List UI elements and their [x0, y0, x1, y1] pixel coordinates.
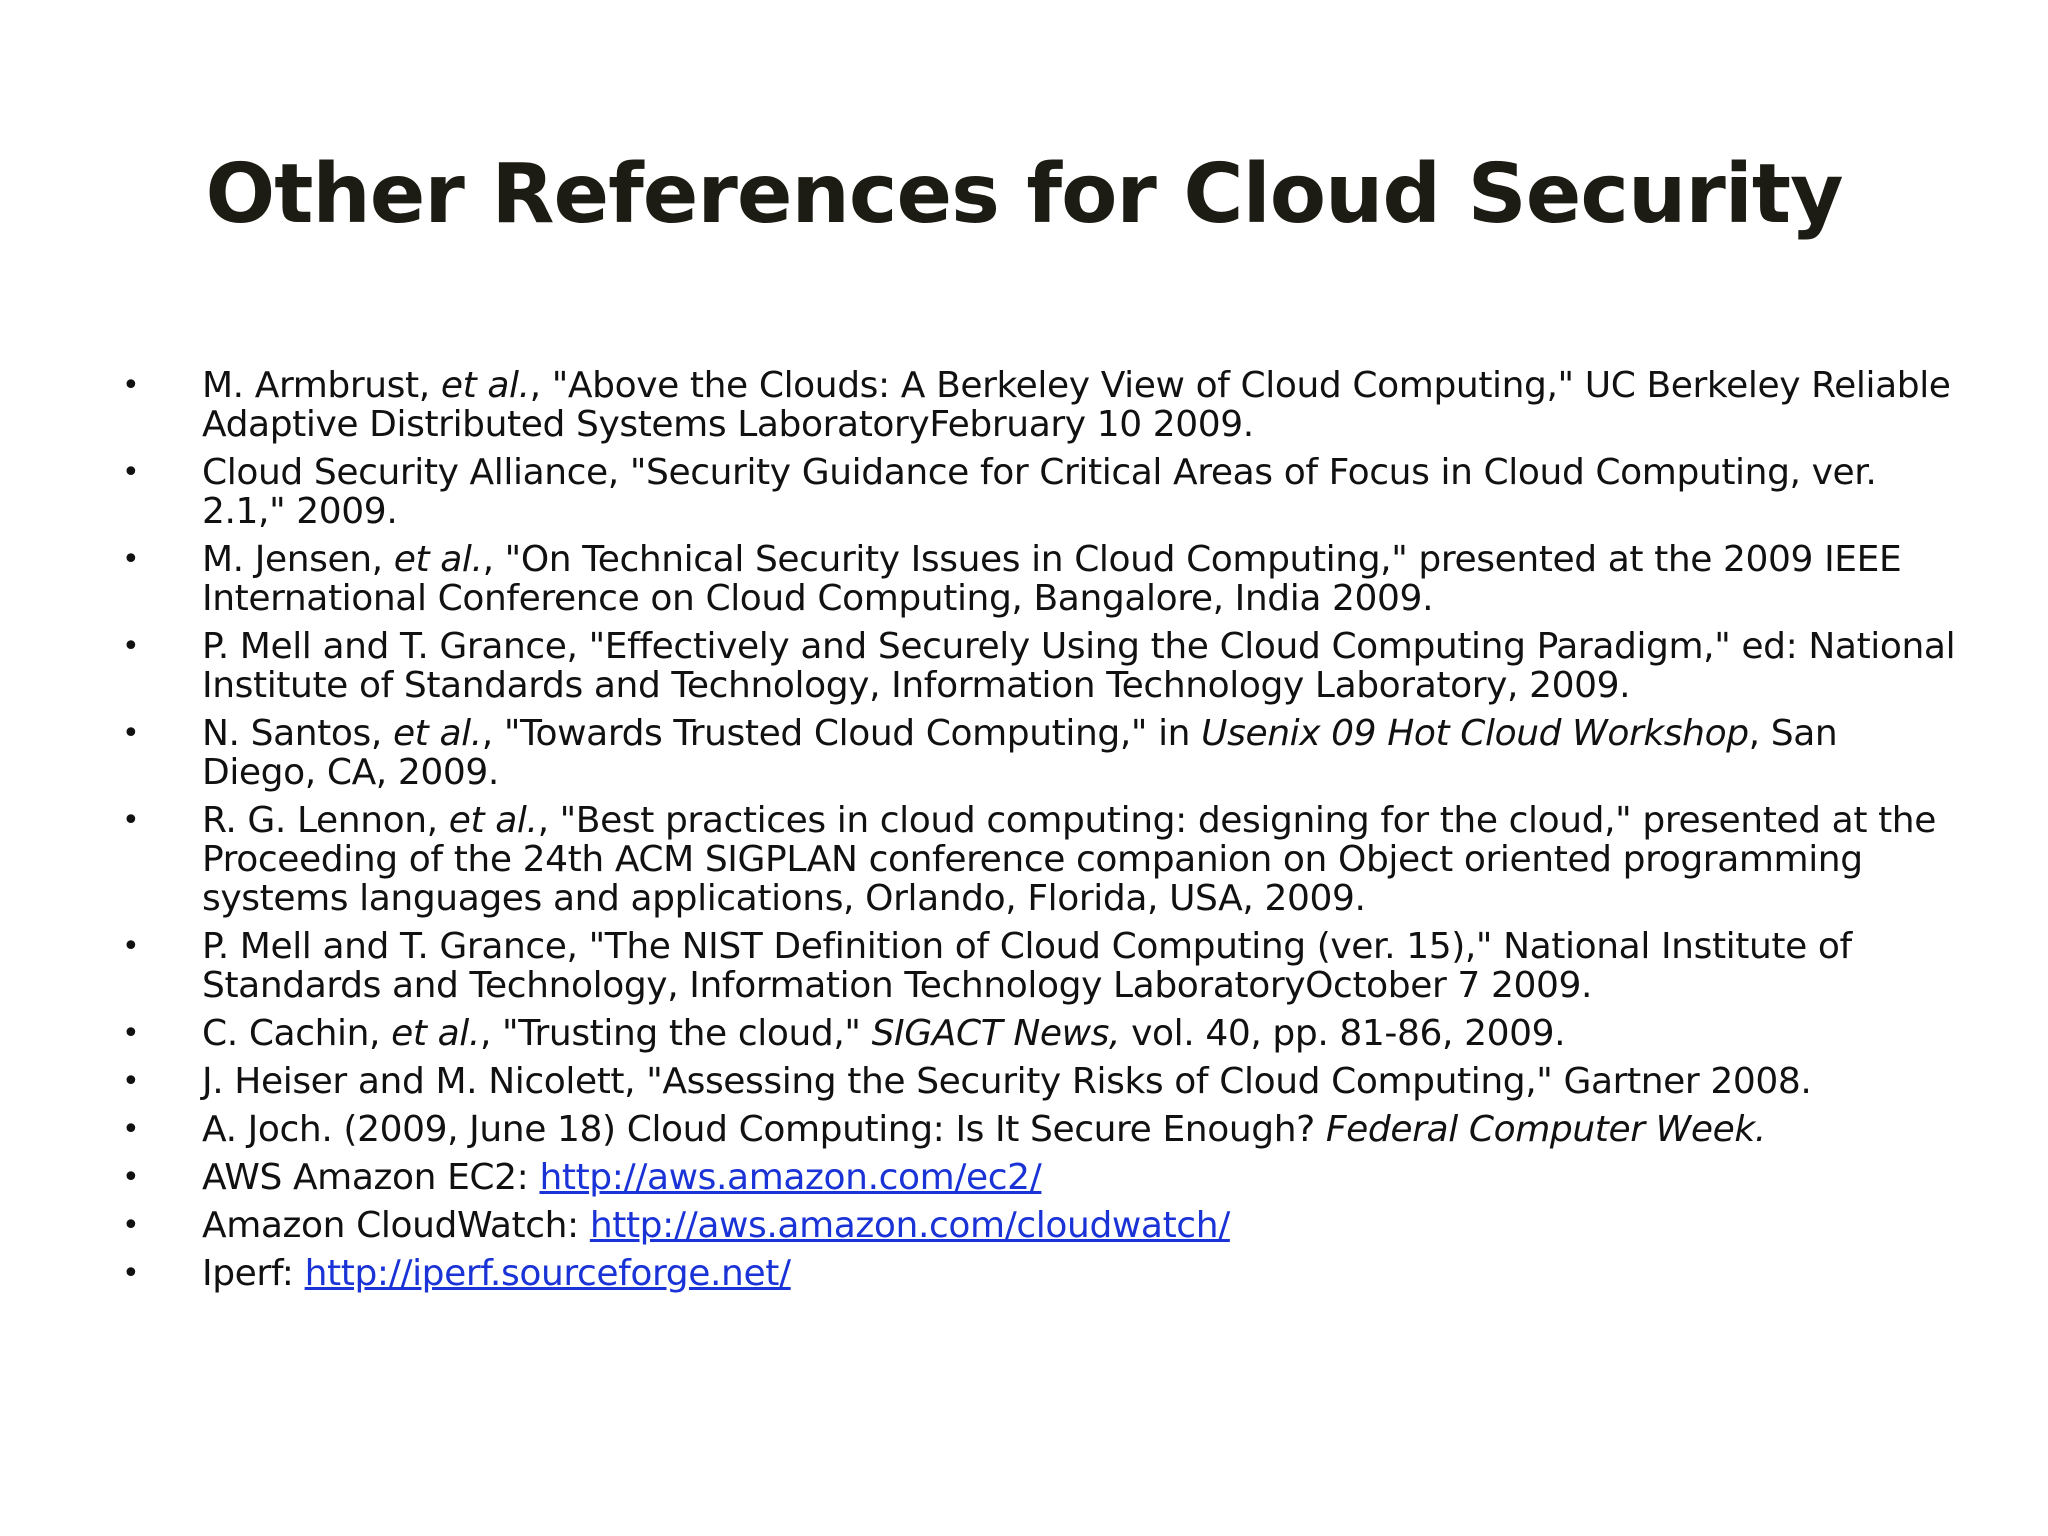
reference-link[interactable]: http://iperf.sourceforge.net/ — [304, 1253, 791, 1294]
bullet-icon: • — [122, 1256, 140, 1291]
reference-item — [120, 453, 1960, 531]
reference-text-italic: et al. — [391, 1013, 480, 1054]
bullet-icon: • — [122, 629, 140, 664]
reference-list — [120, 366, 1960, 1302]
bullet-icon: • — [122, 716, 140, 751]
reference-text: , "Best practices in cloud computing: designing for the cloud," presented at the Proceeding of the 24th ACM SIGPLAN conference companion on Object oriented programming systems languages and applications, Orlando, Florida, USA, 2009. — [202, 800, 1936, 919]
reference-item — [120, 1254, 1960, 1293]
reference-item — [120, 540, 1960, 618]
reference-text-italic: SIGACT News, — [871, 1013, 1121, 1054]
reference-text: , "Towards Trusted Cloud Computing," in — [481, 713, 1202, 754]
reference-text: C. Cachin, — [202, 1013, 392, 1054]
reference-text: , "Trusting the cloud," — [479, 1013, 872, 1054]
reference-text-italic: Usenix 09 Hot Cloud Workshop — [1201, 713, 1749, 754]
reference-text-italic: et al. — [448, 800, 538, 841]
reference-text: vol. 40, pp. 81-86, 2009. — [1120, 1013, 1566, 1054]
reference-text: M. Armbrust, — [202, 365, 441, 406]
bullet-icon: • — [122, 1016, 140, 1051]
bullet-icon: • — [122, 455, 140, 490]
reference-text-italic: et al. — [440, 365, 530, 406]
reference-item — [120, 1158, 1960, 1197]
reference-text: , "Above the Clouds: A Berkeley View of Cloud Computing," UC Berkeley Reliable Adaptive Distributed Systems LaboratoryFebruary 10 2009. — [202, 365, 1951, 445]
reference-link[interactable]: http://aws.amazon.com/cloudwatch/ — [589, 1205, 1230, 1246]
reference-text: M. Jensen, — [202, 539, 394, 580]
reference-text: R. G. Lennon, — [202, 800, 449, 841]
reference-item — [120, 801, 1960, 918]
reference-text: J. Heiser and M. Nicolett, "Assessing the Security Risks of Cloud Computing," Gartner 2008. — [202, 1061, 1812, 1102]
reference-text: , "On Technical Security Issues in Cloud Computing," presented at the 2009 IEEE International Conference on Cloud Computing, Bangalore, India 2009. — [202, 539, 1902, 619]
reference-item — [120, 366, 1960, 444]
bullet-icon: • — [122, 1160, 140, 1195]
slide-title: Other References for Cloud Security — [205, 147, 1843, 242]
reference-text-italic: et al. — [393, 539, 483, 580]
reference-item — [120, 927, 1960, 1005]
reference-text: P. Mell and T. Grance, "The NIST Definition of Cloud Computing (ver. 15)," National Institute of Standards and Technology, Information Technology LaboratoryOctober 7 2009. — [202, 926, 1852, 1006]
reference-text: Iperf: — [202, 1253, 305, 1294]
bullet-icon: • — [122, 1064, 140, 1099]
reference-item — [120, 1014, 1960, 1053]
reference-item — [120, 1062, 1960, 1101]
reference-item — [120, 627, 1960, 705]
bullet-icon: • — [122, 803, 140, 838]
bullet-icon: • — [122, 929, 140, 964]
reference-text: N. Santos, — [202, 713, 393, 754]
reference-text: A. Joch. (2009, June 18) Cloud Computing: Is It Secure Enough? — [202, 1109, 1326, 1150]
bullet-icon: • — [122, 368, 140, 403]
reference-item — [120, 1110, 1960, 1149]
reference-link[interactable]: http://aws.amazon.com/ec2/ — [539, 1157, 1042, 1198]
reference-item — [120, 1206, 1960, 1245]
bullet-icon: • — [122, 542, 140, 577]
reference-text: Cloud Security Alliance, "Security Guidance for Critical Areas of Focus in Cloud Computing, ver. 2.1," 2009. — [202, 452, 1877, 532]
reference-text-italic: et al. — [392, 713, 482, 754]
reference-text: P. Mell and T. Grance, "Effectively and Securely Using the Cloud Computing Paradigm," ed: National Institute of Standards and Technology, Information Technology Laboratory, 2009. — [202, 626, 1956, 706]
reference-text: Amazon CloudWatch: — [202, 1205, 590, 1246]
reference-text: AWS Amazon EC2: — [202, 1157, 540, 1198]
reference-text-italic: Federal Computer Week. — [1325, 1109, 1766, 1150]
bullet-icon: • — [122, 1112, 140, 1147]
bullet-icon: • — [122, 1208, 140, 1243]
reference-item — [120, 714, 1960, 792]
reference-text: , San Diego, CA, 2009. — [202, 713, 1838, 793]
